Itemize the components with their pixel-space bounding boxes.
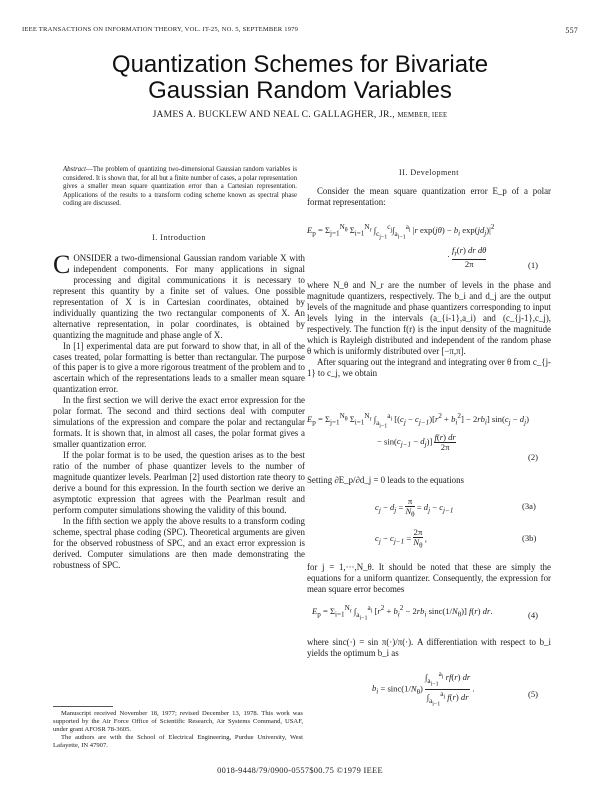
paper-title bbox=[0, 52, 600, 104]
abstract-label: Abstract bbox=[63, 166, 87, 173]
title-line-2: Gaussian Random Variables bbox=[148, 77, 452, 104]
abstract bbox=[63, 166, 297, 209]
dev-paragraph-6: where sinc(·) = sin π(·)/π(·). A differentiation with respect to b_i yields the optimum b_i as bbox=[307, 637, 551, 658]
right-column-part-3 bbox=[307, 475, 551, 486]
equation-3a-number: (3a) bbox=[522, 501, 536, 511]
dev-paragraph-4: Setting ∂E_p/∂d_j = 0 leads to the equations bbox=[307, 475, 464, 485]
equation-5: $b_i = \sin c(1/N_\theta)$ $\frac{\int_{a_{i-1}}^{a_i} rf(r) dr}{\int_{a_{i-1}}^{a_i} f(r) dr}$ . bbox=[372, 670, 475, 707]
equation-3b: $c_j - c_{j-1}$ = $\frac{2\pi}{N_\theta}$ , bbox=[375, 527, 427, 550]
footnote-affiliation: The authors are with the School of Electrical Engineering, Purdue University, West Lafayette, IN 47907. bbox=[53, 734, 303, 749]
footnote-rule bbox=[53, 706, 113, 707]
equation-4-number: (4) bbox=[528, 610, 539, 620]
intro-paragraph-2: In [1] experimental data are put forward to show that, in all of the cases treated, polar formatting is better than rectangular. The purpose of this paper is to give a more rigorous treatment of the problem and to ascertain which of the representations leads to a smaller mean square quantization error. bbox=[53, 340, 305, 395]
section-2-heading: II. Development bbox=[399, 168, 459, 177]
right-column-part-2 bbox=[307, 280, 551, 379]
equation-1: $E_p = \Sigma_{j=1}^{N_\theta}$ $\Sigma_{i=1}^{N_r}$ $\int_{c_{j-1}}^{c_j}\int_{a_{i-1}}^{a_i}$ |r $\exp(j\theta) - b_i$ $\exp(jd_j)|^2$ · $\frac{f_r(r) dr d\theta}{2\pi}$ bbox=[307, 223, 495, 269]
intro-paragraph-5: In the fifth section we apply the above results to a transform coding scheme, spectral phase coding (SPC). Theoretical arguments are given for the observed robustness of SPC, and an exact error expression is derived. Computer simulations are then made demonstrating the robustness of SPC. bbox=[53, 515, 305, 570]
abstract-text: —The problem of quantizing two-dimensional Gaussian random variables is considered. It is shown that, for all but a finite number of cases, a polar representation gives a smaller mean square quantization error than a Cartesian representation. Applications of the results to a transform coding scheme known as spectral phase coding are discussed. bbox=[63, 166, 297, 208]
intro-paragraph-3: In the first section we will derive the exact error expression for the polar format. The second and third sections deal with computer simulations of the expression and compare the polar and rectangular formats. It is shown that, in almost all cases, the polar format gives a smaller quantization error. bbox=[53, 395, 305, 450]
intro-paragraph-4: If the polar format is to be used, the question arises as to the best ratio of the number of phase quantizer levels to the number of magnitude quantizer levels. Pearlman [2] used distortion rate theory to derive a bound for this expression. In the fourth section we derive an asymptotic expression that agrees with the Pearlman result and perform computer simulations showing the validity of this bound. bbox=[53, 450, 305, 515]
equation-2: $E_p = \Sigma_{j=1}^{N_\theta}$ $\Sigma_{i=1}^{N_r}$ $\int_{a_{i-1}}^{a_i}$ $[(c_j - c_{j-1})[r^2 + b_i^2] - 2rb_i] \sin(c_j - d_j)$ − $\sin(c_{j-1} - d_j)$] $\frac{f(r) dr}{2\pi}$ bbox=[307, 412, 529, 452]
equation-5-number: (5) bbox=[528, 689, 539, 699]
title-line-1: Quantization Schemes for Bivariate bbox=[111, 51, 489, 78]
dev-paragraph-3: After squaring out the integrand and integrating over θ from c_{j-1} to c_j, we obtain bbox=[307, 356, 551, 378]
authors bbox=[0, 109, 600, 120]
running-header bbox=[22, 26, 578, 38]
author-membership: MEMBER, IEEE bbox=[397, 112, 448, 119]
dev-paragraph-5: for j = 1,···,N_θ. It should be noted that these are simply the equations for a uniform quantizer. Consequently, the expression for mean square error becomes bbox=[307, 562, 551, 594]
drop-cap: C bbox=[53, 249, 71, 279]
dev-paragraph-1: Consider the mean square quantization error E_p of a polar format representation: bbox=[307, 185, 551, 207]
footnote bbox=[53, 710, 303, 750]
equation-1-number: (1) bbox=[528, 260, 539, 270]
right-column-part-4 bbox=[307, 562, 551, 595]
right-column-part-5 bbox=[307, 637, 551, 659]
page-number: 557 bbox=[565, 26, 578, 35]
right-column bbox=[307, 168, 551, 208]
left-column bbox=[53, 233, 305, 571]
equation-3a: $c_j - d_j$ = $\frac{\pi}{N_\theta}$ = $d_j - c_{j-1}$ bbox=[375, 496, 454, 519]
copyright-line: 0018-9448/79/0900-0557$00.75 ©1979 IEEE bbox=[217, 766, 383, 775]
footnote-manuscript: Manuscript received November 18, 1977; revised December 13, 1978. This work was supported by the Air Force Office of Scientific Research, Air Systems Command, USAF, under grant AFOSR 78-3605. bbox=[53, 710, 303, 733]
equation-4: $E_p = \Sigma_{i=1}^{N_r}$ $\int_{a_{i-1}}^{a_i}$ [$r^2 + b_i^2 - 2rb_i$ $\sin c(1/N_\theta)$] f(r) dr. bbox=[312, 604, 493, 621]
intro-paragraph-1: CONSIDER a two-dimensional Gaussian random variable X with independent components. For many applications in signal processing and digital communications it is necessary to represent this quantity by a finite set of values. One possible representation of X is in Cartesian coordinates, obtained by individually quantizing the two rectangular components of X. An alternative representation, in polar coordinates, is obtained by quantizing the magnitude and phase angle of X. bbox=[53, 249, 305, 340]
equation-2-number: (2) bbox=[528, 452, 539, 462]
equation-3b-number: (3b) bbox=[522, 533, 537, 543]
journal-citation: IEEE TRANSACTIONS ON INFORMATION THEORY, VOL. IT-25, NO. 5, SEPTEMBER 1979 bbox=[22, 26, 299, 33]
author-names: JAMES A. BUCKLEW AND NEAL C. GALLAGHER, JR., bbox=[152, 109, 395, 120]
dev-paragraph-2: where N_θ and N_r are the number of levels in the phase and magnitude quantizers, respectively. The b_i and d_j are the output levels of the magnitude and phase quantizers corresponding to input levels lying in the intervals (a_{i-1},a_i) and (c_{j-1},c_j), respectively. The function f(r) is the input density of the magnitude which is Rayleigh distributed and independent of the random phase θ which is uniformly distributed over [−π,π]. bbox=[307, 280, 551, 356]
section-1-heading: I. Introduction bbox=[152, 233, 206, 242]
